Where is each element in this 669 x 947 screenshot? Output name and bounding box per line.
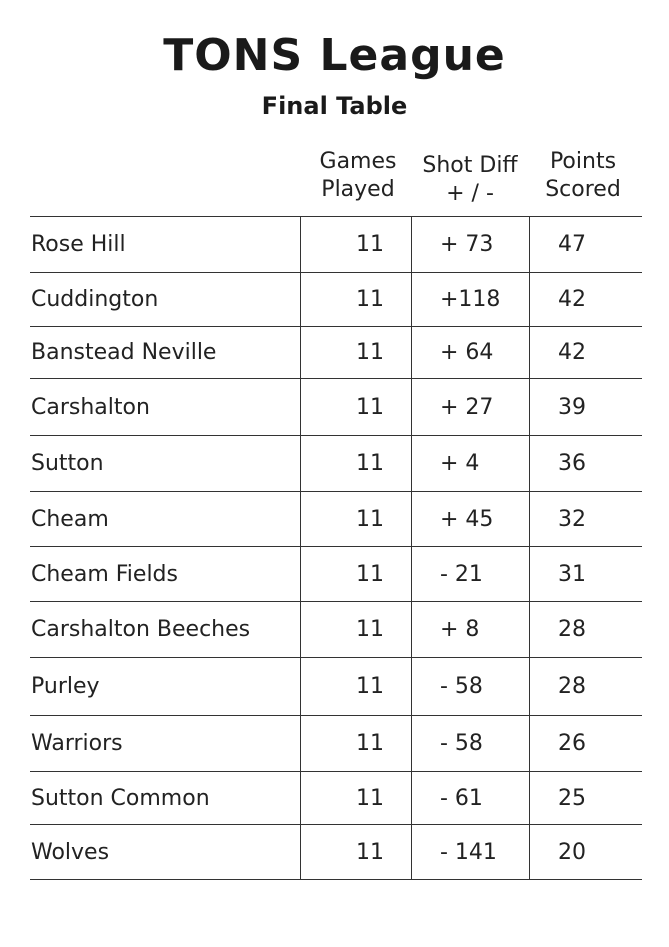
table-row <box>30 547 642 602</box>
games-played-cell: 11 <box>300 772 411 824</box>
team-name-cell: Sutton Common <box>31 785 210 811</box>
page-subtitle: Final Table <box>261 92 408 120</box>
table-row <box>30 217 642 273</box>
shot-diff-cell: - 21 <box>411 547 529 601</box>
page-title: TONS League <box>163 30 506 81</box>
team-name-cell: Carshalton Beeches <box>31 617 251 642</box>
points-scored-cell: 28 <box>529 602 642 657</box>
team-name-cell: Cuddington <box>31 287 159 312</box>
table-row <box>30 492 642 547</box>
games-played-cell: 11 <box>300 658 411 715</box>
games-played-cell: 11 <box>300 327 411 378</box>
table-row <box>30 658 642 716</box>
shot-diff-cell: + 27 <box>411 379 529 435</box>
shot-diff-cell: - 58 <box>411 658 529 715</box>
points-scored-cell: 28 <box>529 658 642 715</box>
header-line: Points <box>549 149 617 174</box>
team-name-cell: Sutton <box>31 451 104 476</box>
games-played-cell: 11 <box>300 825 411 879</box>
column-header-points-scored <box>529 148 637 204</box>
table-row <box>30 602 642 658</box>
points-scored-cell: 25 <box>529 772 642 824</box>
games-played-cell: 11 <box>300 217 411 272</box>
team-name-cell: Wolves <box>31 839 110 865</box>
team-name-cell: Carshalton <box>31 394 150 420</box>
games-played-cell: 11 <box>300 602 411 657</box>
points-scored-cell: 26 <box>529 716 642 771</box>
team-name-cell: Cheam Fields <box>31 561 178 587</box>
shot-diff-cell: - 61 <box>411 772 529 824</box>
games-played-cell: 11 <box>300 273 411 326</box>
shot-diff-cell: +118 <box>411 273 529 326</box>
points-scored-cell: 42 <box>529 273 642 326</box>
shot-diff-cell: + 73 <box>411 217 529 272</box>
shot-diff-cell: - 141 <box>411 825 529 879</box>
header-line: Games <box>319 149 397 174</box>
team-name-cell: Banstead Neville <box>31 340 217 365</box>
team-name-cell: Cheam <box>31 506 109 532</box>
team-name-cell: Rose Hill <box>31 232 126 257</box>
points-scored-cell: 42 <box>529 327 642 378</box>
points-scored-cell: 32 <box>529 492 642 546</box>
header-line: + / - <box>446 181 494 206</box>
points-scored-cell: 47 <box>529 217 642 272</box>
games-played-cell: 11 <box>300 379 411 435</box>
shot-diff-cell: - 58 <box>411 716 529 771</box>
points-scored-cell: 36 <box>529 436 642 491</box>
team-name-cell: Warriors <box>31 731 123 756</box>
games-played-cell: 11 <box>300 716 411 771</box>
shot-diff-cell: + 8 <box>411 602 529 657</box>
team-name-cell: Purley <box>31 674 100 699</box>
table-row <box>30 273 642 327</box>
points-scored-cell: 39 <box>529 379 642 435</box>
table-row <box>30 716 642 772</box>
shot-diff-cell: + 4 <box>411 436 529 491</box>
table-row <box>30 379 642 436</box>
points-scored-cell: 20 <box>529 825 642 879</box>
column-header-games-played <box>305 148 411 204</box>
column-header-shot-diff <box>411 152 529 208</box>
games-played-cell: 11 <box>300 436 411 491</box>
shot-diff-cell: + 45 <box>411 492 529 546</box>
points-scored-cell: 31 <box>529 547 642 601</box>
table-row <box>30 436 642 492</box>
shot-diff-cell: + 64 <box>411 327 529 378</box>
header-line: Played <box>321 177 395 202</box>
games-played-cell: 11 <box>300 492 411 546</box>
header-line: Scored <box>545 177 621 202</box>
table-row <box>30 825 642 880</box>
table-row <box>30 772 642 825</box>
league-table <box>30 216 642 880</box>
table-row <box>30 327 642 379</box>
header-line: Shot Diff <box>422 153 518 178</box>
games-played-cell: 11 <box>300 547 411 601</box>
